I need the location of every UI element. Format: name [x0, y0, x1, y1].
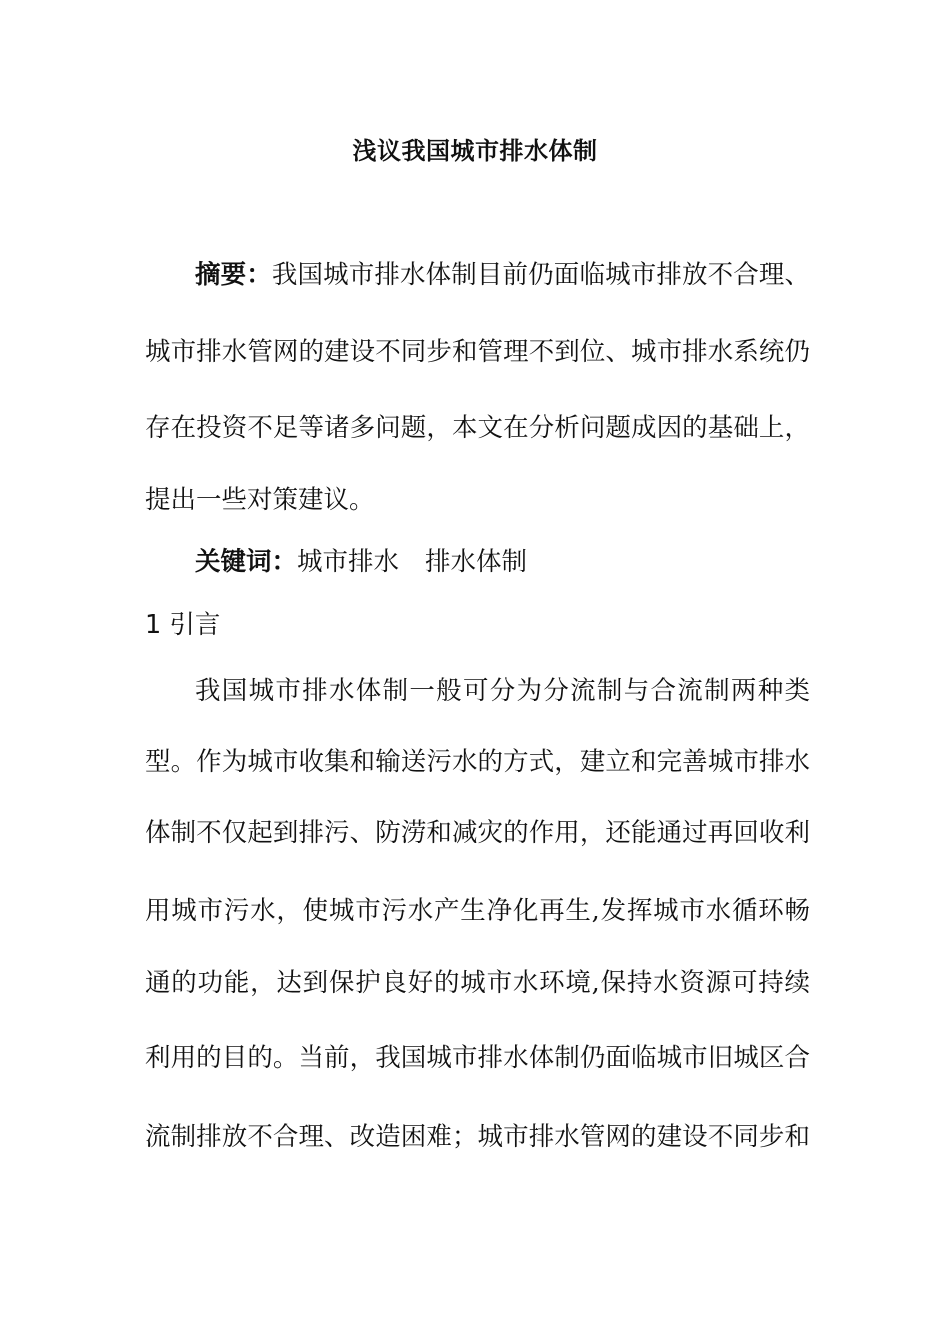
body-line-3: 体制不仅起到排污、防涝和减灾的作用，还能通过再回收利: [145, 818, 810, 848]
body-line-1: 我国城市排水体制一般可分为分流制与合流制两种类: [195, 676, 810, 706]
document-title: 浅议我国城市排水体制: [352, 137, 598, 165]
body-line-6: 利用的目的。当前，我国城市排水体制仍面临城市旧城区合: [145, 1043, 810, 1073]
abstract-line-1: [195, 257, 810, 293]
keyword-item: 城市排水: [297, 547, 400, 577]
body-line-7: 流制排放不合理、改造困难；城市排水管网的建设不同步和: [145, 1122, 810, 1152]
body-line-4: 用城市污水，使城市污水产生净化再生,发挥城市水循环畅: [145, 896, 810, 926]
abstract-line-4: 提出一些对策建议。: [145, 485, 375, 515]
abstract-line-3: 存在投资不足等诸多问题，本文在分析问题成因的基础上，: [145, 413, 810, 443]
body-line-2: 型。作为城市收集和输送污水的方式，建立和完善城市排水: [145, 747, 810, 777]
abstract-line-2: 城市排水管网的建设不同步和管理不到位、城市排水系统仍: [145, 337, 810, 367]
section-heading: 1 引言: [145, 610, 221, 640]
abstract-text-1: 我国城市排水体制目前仍面临城市排放不合理、: [271, 260, 810, 290]
keywords-line: [195, 544, 527, 580]
keywords-label: 关键词：: [195, 547, 298, 577]
abstract-label: 摘要：: [195, 260, 272, 290]
body-line-5: 通的功能，达到保护良好的城市水环境,保持水资源可持续: [145, 968, 810, 998]
keyword-item: 排水体制: [425, 547, 528, 577]
